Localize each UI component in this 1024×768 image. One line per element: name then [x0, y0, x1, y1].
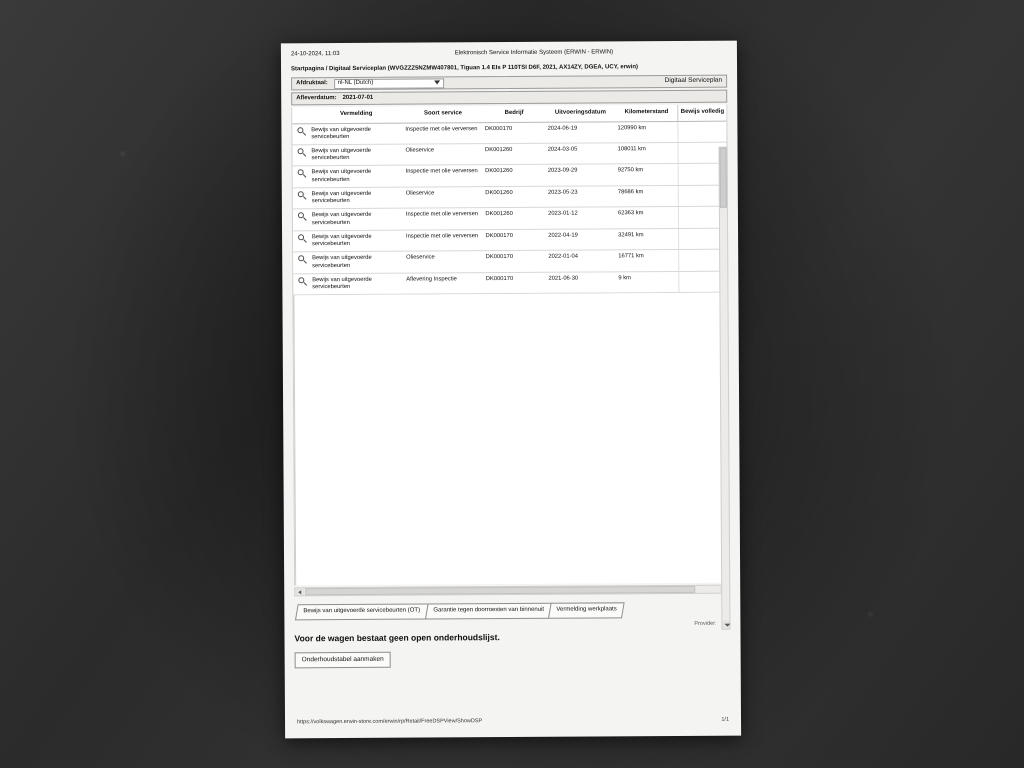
cell-vermelding: Bewijs van uitgevoerde servicebeurten	[309, 123, 403, 145]
col-uitvoeringsdatum: Uitvoeringsdatum	[545, 105, 615, 121]
col-bedrijf: Bedrijf	[483, 106, 546, 122]
cell-soort-service: Aflevering Inspectie	[404, 272, 484, 294]
cell-uitvoeringsdatum: 2024-06-19	[546, 121, 616, 143]
print-language-bar	[291, 75, 727, 91]
table-row[interactable]	[293, 164, 727, 188]
system-title: Elektronisch Service Informatie Systeem (ERWIN - ERWIN)	[454, 49, 614, 57]
service-table-wrapper	[291, 105, 730, 586]
tab-rust-warranty-label: Garantie tegen doorroesten van binnenuit	[433, 606, 544, 614]
cell-soort-service: Olieservice	[403, 144, 483, 166]
print-timestamp: 24-10-2024, 11:03	[290, 51, 340, 58]
cell-kilometerstand: 108011 km	[616, 142, 679, 164]
cell-bedrijf: DK000170	[483, 122, 546, 144]
col-bewijs-volledig: Bewijs volledig	[678, 105, 726, 121]
cell-vermelding: Bewijs van uitgevoerde servicebeurten	[309, 144, 403, 166]
cell-kilometerstand: 62363 km	[616, 207, 679, 229]
tab-service-records[interactable]	[295, 603, 428, 619]
footer-url: https://volkswagen.erwin-store.com/erwin/rp/Retail/FreeDSPView/ShowDSP	[297, 718, 483, 726]
cell-vermelding: Bewijs van uitgevoerde servicebeurten	[310, 230, 404, 252]
cell-bedrijf: DK001260	[483, 186, 546, 208]
cell-vermelding: Bewijs van uitgevoerde servicebeurten	[310, 166, 404, 188]
cell-soort-service: Olieservice	[404, 251, 484, 273]
cell-kilometerstand: 16771 km	[616, 250, 679, 272]
breadcrumb: Startpagina / Digitaal Serviceplan (WVGZZZ5NZMW407801, Tiguan 1.4 EIs P 110TSI D6F, 2021, AX14ZY, DGEA, UCY, erwin)	[291, 63, 639, 72]
magnifier-icon[interactable]	[293, 274, 310, 296]
delivery-date-label: Afleverdatum:	[296, 94, 337, 102]
magnifier-icon[interactable]	[293, 188, 310, 210]
tab-workshop-entry-label: Vermelding werkplaats	[556, 606, 618, 613]
magnifier-icon[interactable]	[293, 166, 310, 188]
magnifier-icon[interactable]	[293, 231, 310, 253]
cell-uitvoeringsdatum: 2023-01-12	[546, 207, 616, 229]
table-row[interactable]	[293, 271, 727, 295]
cell-vermelding: Bewijs van uitgevoerde servicebeurten	[310, 209, 404, 231]
section-title: Digitaal Serviceplan	[664, 77, 723, 85]
col-soort-service: Soort service	[403, 106, 483, 122]
printed-page	[281, 41, 741, 739]
cell-bewijs-volledig	[678, 121, 726, 143]
cell-kilometerstand: 120990 km	[615, 121, 678, 143]
scroll-down-arrow-icon[interactable]	[722, 621, 729, 629]
page-footer	[285, 717, 741, 727]
tab-workshop-entry[interactable]	[548, 602, 625, 618]
table-row[interactable]	[292, 121, 726, 145]
vertical-scroll-thumb[interactable]	[720, 148, 727, 208]
cell-kilometerstand: 92750 km	[616, 164, 679, 186]
magnifier-icon[interactable]	[293, 209, 310, 231]
cell-vermelding: Bewijs van uitgevoerde servicebeurten	[310, 251, 404, 273]
cell-bedrijf: DK000170	[483, 229, 546, 251]
maintenance-notice: Voor de wagen bestaat geen open onderhoudslijst.	[294, 632, 500, 644]
cell-soort-service: Inspectie met olie verversen	[404, 208, 484, 230]
cell-uitvoeringsdatum: 2023-05-23	[546, 186, 616, 208]
service-table-body	[292, 121, 727, 295]
cell-soort-service: Inspectie met olie verversen	[404, 230, 484, 252]
cell-kilometerstand: 9 km	[616, 271, 679, 293]
table-row[interactable]	[293, 207, 727, 231]
cell-soort-service: Inspectie met olie verversen	[404, 165, 484, 187]
print-language-label: Afdruktaal:	[296, 79, 328, 87]
cell-kilometerstand: 32491 km	[616, 228, 679, 250]
provider-label: Provider:	[694, 620, 717, 627]
print-language-select[interactable]	[334, 78, 444, 89]
cell-uitvoeringsdatum: 2024-03-05	[546, 143, 616, 165]
cell-vermelding: Bewijs van uitgevoerde servicebeurten	[310, 187, 404, 209]
magnifier-icon[interactable]	[293, 252, 310, 274]
cell-uitvoeringsdatum: 2022-04-19	[546, 229, 616, 251]
cell-soort-service: Inspectie met olie verversen	[403, 122, 483, 144]
col-vermelding: Vermelding	[309, 107, 403, 124]
magnifier-icon[interactable]	[292, 123, 309, 145]
magnifier-icon[interactable]	[293, 145, 310, 167]
page-number: 1/1	[721, 716, 730, 723]
print-language-value: nl-NL (Dutch)	[337, 79, 374, 86]
cell-bedrijf: DK001260	[483, 165, 546, 187]
table-empty-area	[293, 293, 729, 586]
table-row[interactable]	[293, 185, 727, 209]
tab-rust-warranty[interactable]	[425, 603, 552, 619]
delivery-date-bar	[291, 90, 727, 106]
table-row[interactable]	[293, 249, 727, 273]
col-icon	[292, 107, 309, 123]
scroll-left-arrow-icon[interactable]	[295, 589, 304, 596]
cell-bedrijf: DK000170	[484, 272, 547, 294]
cell-bedrijf: DK001260	[483, 208, 546, 230]
tab-service-records-label: Bewijs van uitgevoerde servicebeurten (OT)	[303, 607, 421, 615]
cell-uitvoeringsdatum: 2022-01-04	[546, 250, 616, 272]
chevron-down-icon	[434, 80, 440, 84]
cell-soort-service: Olieservice	[404, 187, 484, 209]
service-table	[292, 105, 727, 296]
cell-uitvoeringsdatum: 2021-06-30	[546, 272, 616, 294]
create-maintenance-table-button[interactable]: Onderhoudstabel aanmaken	[295, 652, 391, 669]
horizontal-scrollbar[interactable]	[294, 585, 730, 597]
cell-uitvoeringsdatum: 2023-09-29	[546, 164, 616, 186]
cell-vermelding: Bewijs van uitgevoerde servicebeurten	[310, 273, 404, 295]
tab-bar	[294, 600, 730, 620]
cell-bedrijf: DK000170	[484, 251, 547, 273]
col-kilometerstand: Kilometerstand	[615, 105, 678, 121]
cell-kilometerstand: 78686 km	[616, 185, 679, 207]
horizontal-scroll-thumb[interactable]	[305, 586, 695, 595]
table-row[interactable]	[293, 228, 727, 252]
page-header	[291, 49, 727, 59]
delivery-date-value: 2021-07-01	[342, 94, 374, 101]
table-row[interactable]	[293, 142, 727, 166]
cell-bedrijf: DK001260	[483, 143, 546, 165]
